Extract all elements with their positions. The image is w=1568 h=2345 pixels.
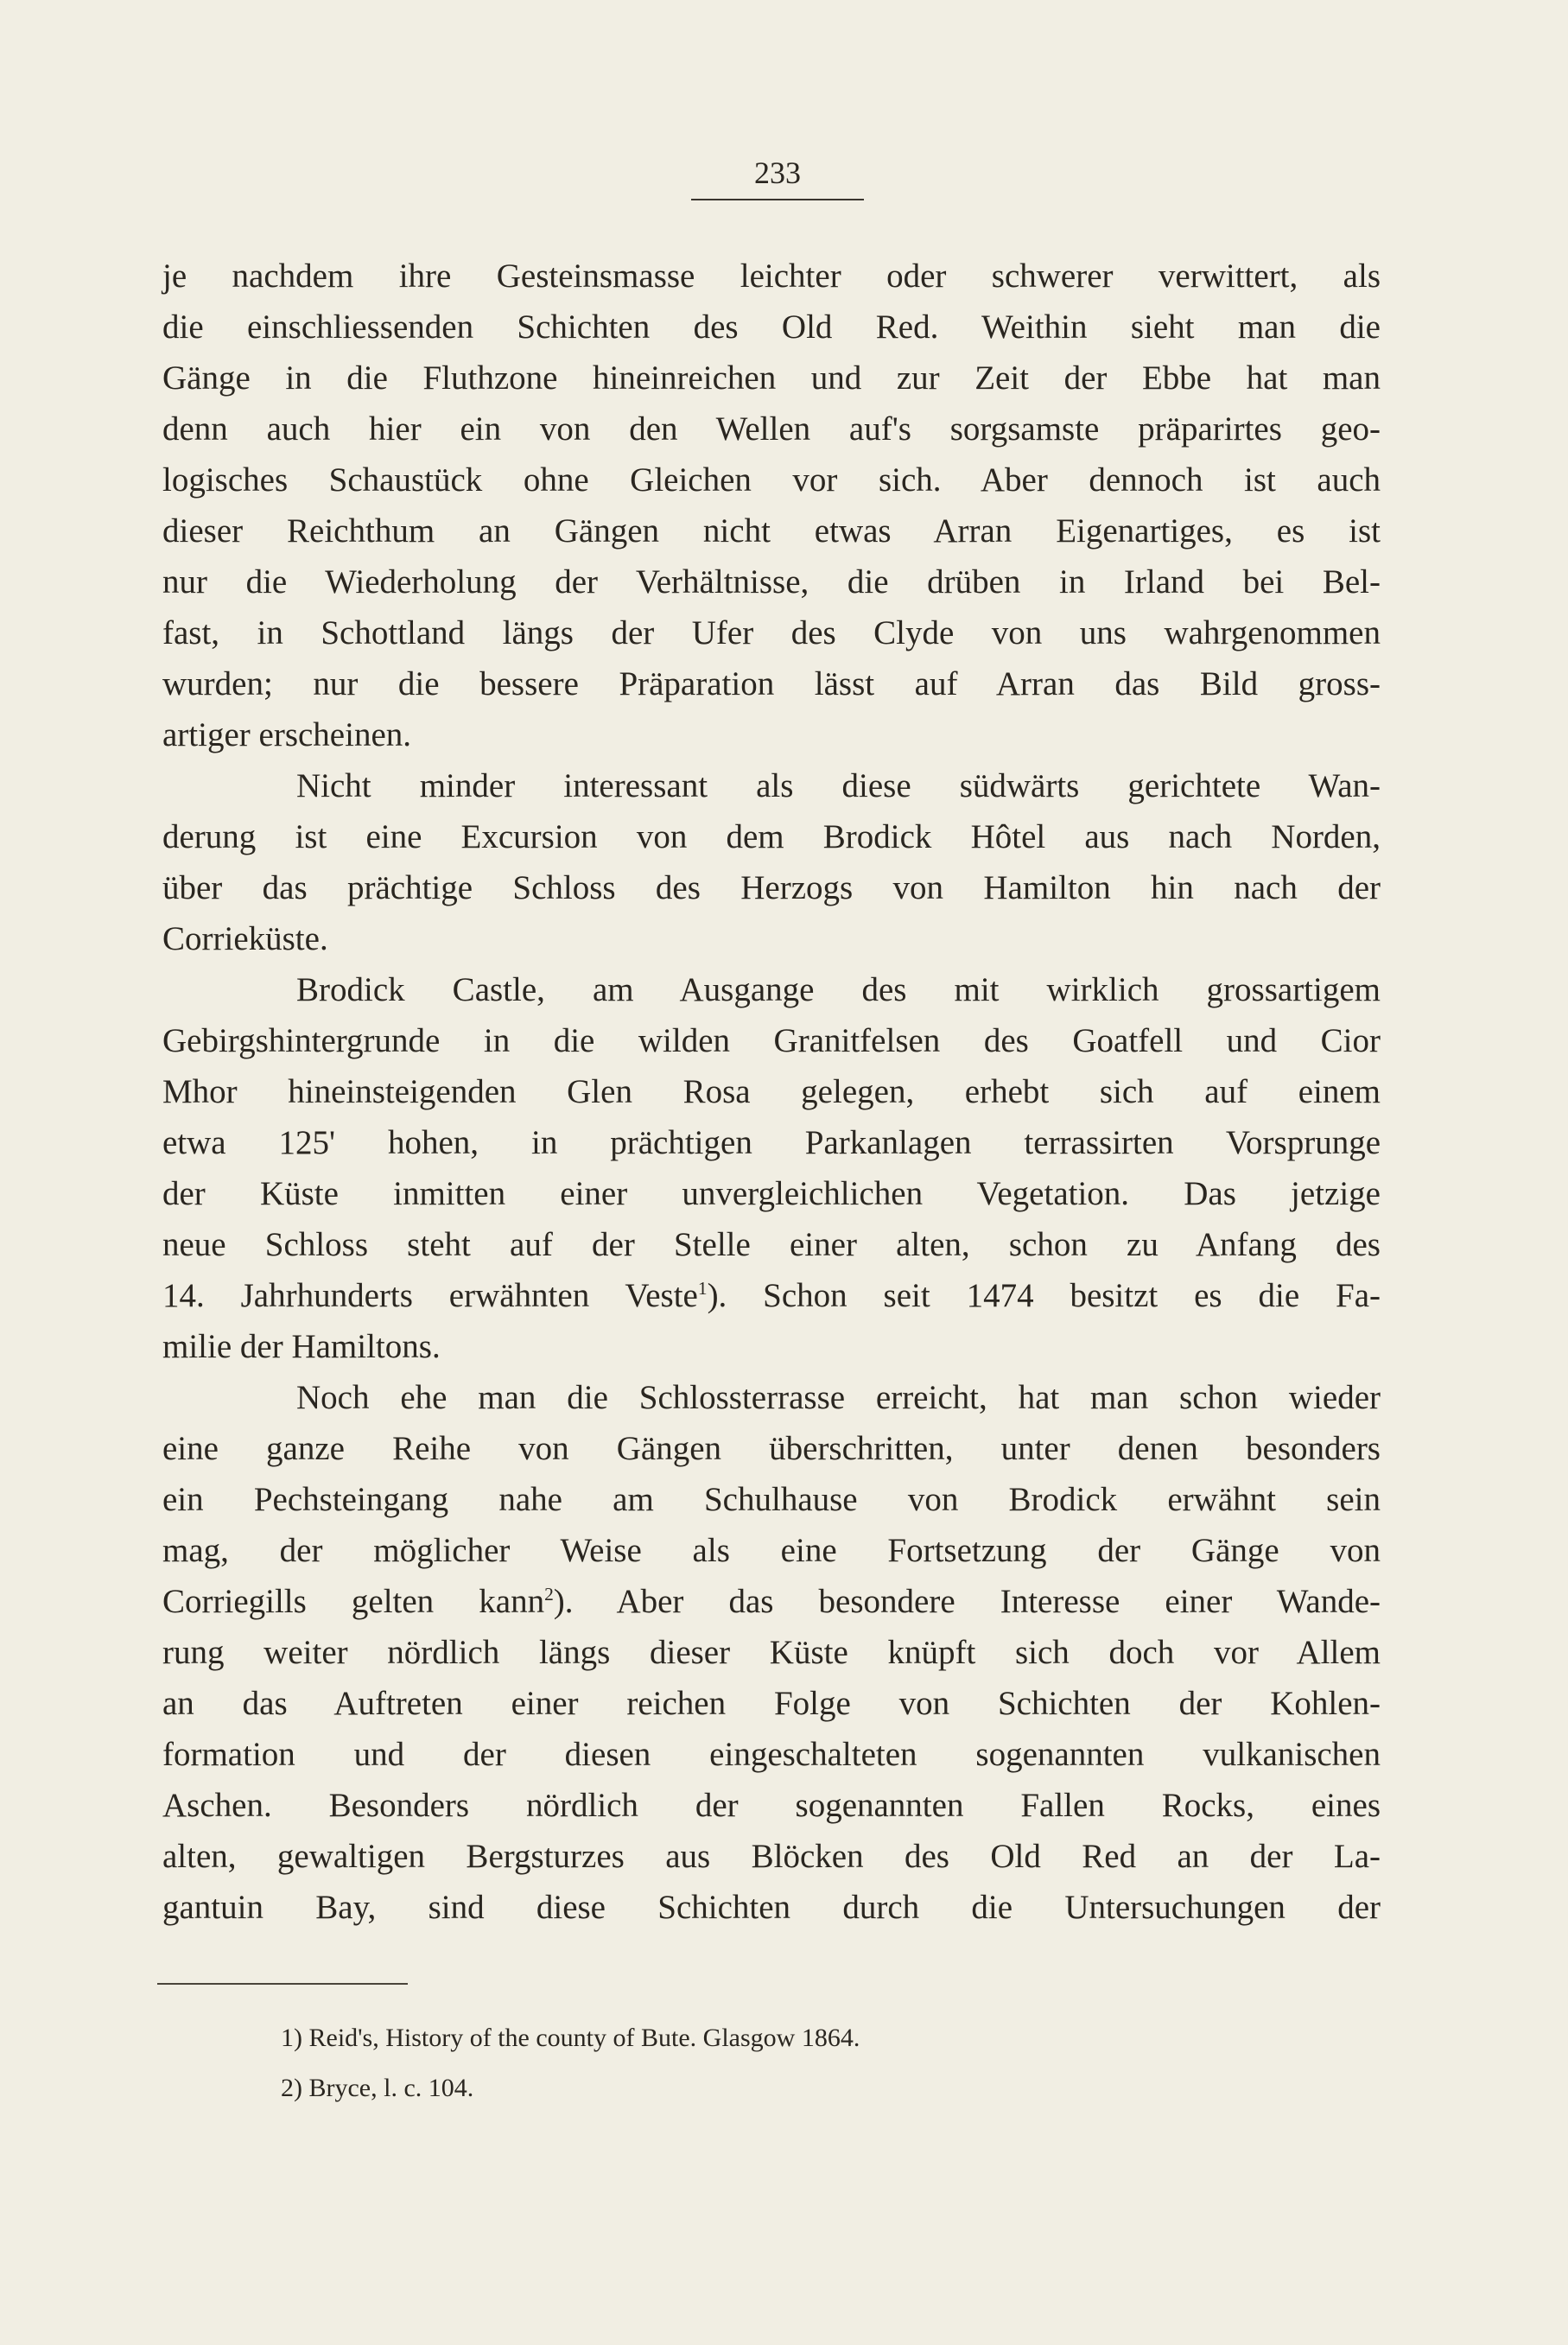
text-line: denn auch hier ein von den Wellen auf's sorgsamste präparirtes geo- [162, 410, 1381, 448]
text-line: die einschliessenden Schichten des Old Red. Weithin sieht man die [162, 308, 1381, 346]
footnote-1: 1) Reid's, History of the county of Bute. Glasgow 1864. [281, 2024, 860, 2052]
text-line: derung ist eine Excursion von dem Brodick Hôtel aus nach Norden, [162, 818, 1381, 855]
text-line: ein Pechsteingang nahe am Schulhause von Brodick erwähnt sein [162, 1481, 1381, 1518]
page-number-rule [691, 199, 864, 200]
text-line: je nachdem ihre Gesteinsmasse leichter oder schwerer verwittert, als [162, 257, 1381, 295]
body-text [162, 251, 1381, 1933]
text-line: milie der Hamiltons. [162, 1328, 441, 1365]
text-line: Nicht minder interessant als diese südwärts gerichtete Wan- [296, 767, 1381, 804]
text-line: Noch ehe man die Schlossterrasse erreicht, hat man schon wieder [296, 1379, 1381, 1416]
text-segment: ). Schon seit 1474 besitzt es die Fa- [707, 1277, 1381, 1314]
text-line: der Küste inmitten einer unvergleichlichen Vegetation. Das jetzige [162, 1175, 1381, 1212]
text-line: artiger erscheinen. [162, 716, 412, 753]
text-line: an das Auftreten einer reichen Folge von Schichten der Kohlen- [162, 1685, 1381, 1722]
text-line: gantuin Bay, sind diese Schichten durch die Untersuchungen der [162, 1889, 1381, 1926]
text-line: Gebirgshintergrunde in die wilden Granitfelsen des Goatfell und Cior [162, 1022, 1381, 1059]
text-segment: Corriegills gelten kann [162, 1583, 545, 1620]
text-line: wurden; nur die bessere Präparation lässt auf Arran das Bild gross- [162, 665, 1381, 702]
text-line: Gänge in die Fluthzone hineinreichen und zur Zeit der Ebbe hat man [162, 359, 1381, 397]
text-line: Brodick Castle, am Ausgange des mit wirklich grossartigem [296, 971, 1381, 1008]
text-segment: 14. Jahrhunderts erwähnten Veste [162, 1277, 698, 1314]
text-line: mag, der möglicher Weise als eine Fortsetzung der Gänge von [162, 1532, 1381, 1569]
text-line: über das prächtige Schloss des Herzogs von Hamilton hin nach der [162, 869, 1381, 906]
text-line: Mhor hineinsteigenden Glen Rosa gelegen, erhebt sich auf einem [162, 1073, 1381, 1110]
text-line: Corrieküste. [162, 920, 328, 957]
text-line: formation und der diesen eingeschalteten sogenannten vulkanischen [162, 1736, 1381, 1773]
text-line: alten, gewaltigen Bergsturzes aus Blöcken des Old Red an der La- [162, 1838, 1381, 1875]
text-line: eine ganze Reihe von Gängen überschritten, unter denen besonders [162, 1430, 1381, 1467]
text-segment: ). Aber das besondere Interesse einer Wande- [553, 1583, 1381, 1620]
page-number: 233 [754, 156, 801, 190]
text-line-with-footnote [162, 1576, 1381, 1627]
text-line: fast, in Schottland längs der Ufer des Clyde von uns wahrgenommen [162, 614, 1381, 651]
footnote-marker: 1 [697, 1278, 708, 1299]
footnotes [281, 2013, 1231, 2113]
text-line: nur die Wiederholung der Verhältnisse, die drüben in Irland bei Bel- [162, 563, 1381, 601]
text-line: etwa 125' hohen, in prächtigen Parkanlagen terrassirten Vorsprunge [162, 1124, 1381, 1161]
text-line: dieser Reichthum an Gängen nicht etwas Arran Eigenartiges, es ist [162, 512, 1381, 550]
footnote-rule [157, 1983, 408, 1985]
text-line: neue Schloss steht auf der Stelle einer alten, schon zu Anfang des [162, 1226, 1381, 1263]
footnote-2: 2) Bryce, l. c. 104. [281, 2074, 474, 2102]
text-line-with-footnote [162, 1270, 1381, 1321]
footnote-marker: 2 [544, 1584, 554, 1605]
text-line: rung weiter nördlich längs dieser Küste knüpft sich doch vor Allem [162, 1634, 1381, 1671]
text-line: logisches Schaustück ohne Gleichen vor sich. Aber dennoch ist auch [162, 461, 1381, 499]
text-line: Aschen. Besonders nördlich der sogenannten Fallen Rocks, eines [162, 1787, 1381, 1824]
